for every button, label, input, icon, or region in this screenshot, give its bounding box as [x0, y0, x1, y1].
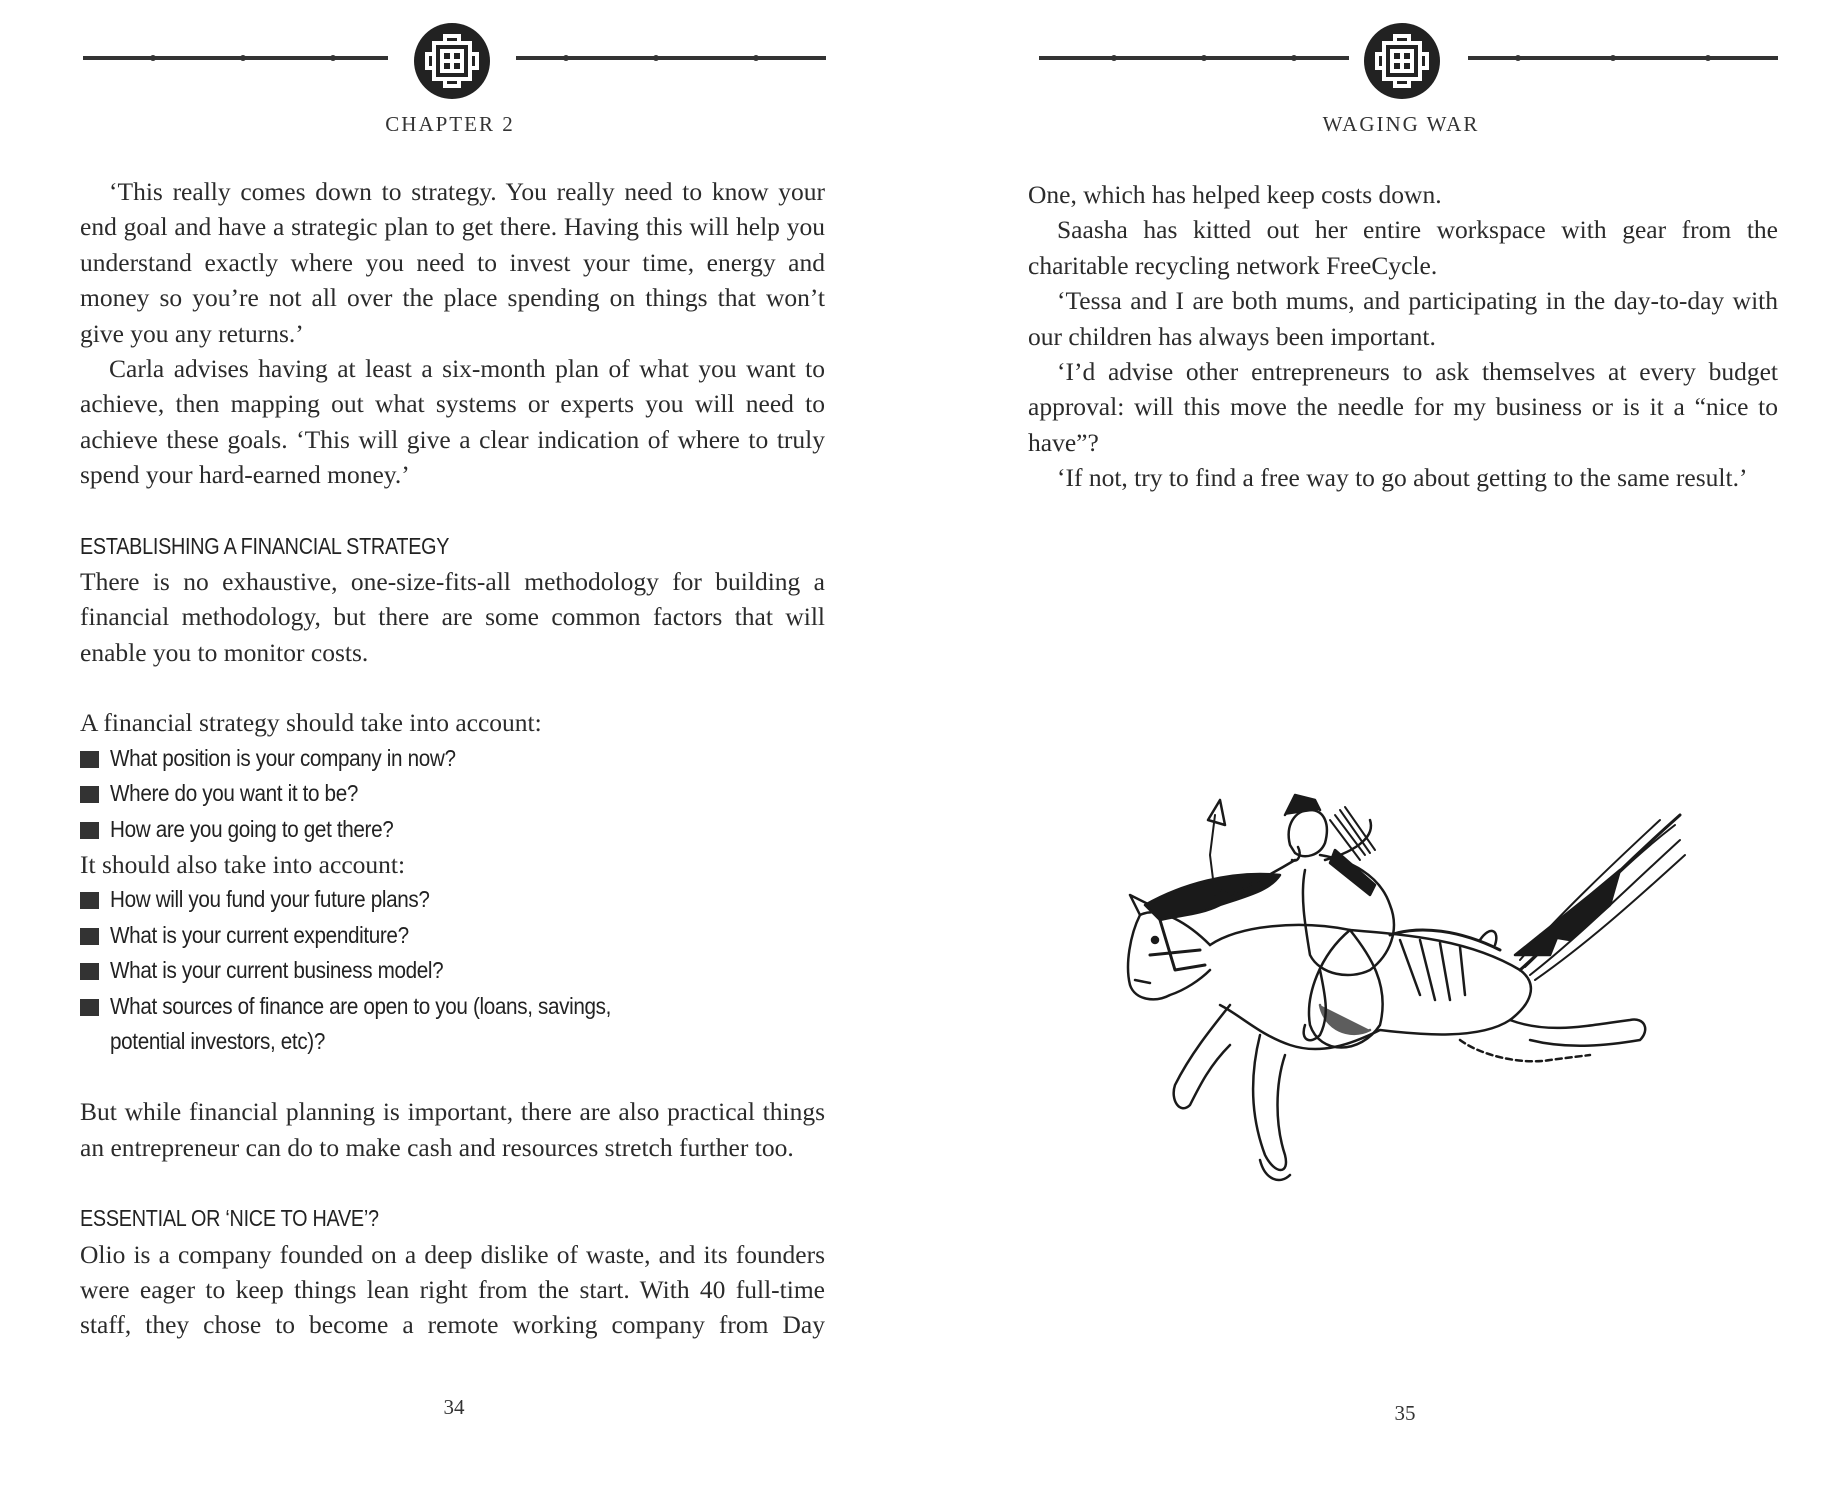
- header-rule-left: [83, 55, 388, 61]
- list-item: What position is your company in now?: [80, 741, 825, 776]
- right-body: [1028, 177, 1778, 496]
- section-heading: ESTABLISHING A FINANCIAL STRATEGY: [80, 532, 450, 559]
- paragraph: Olio is a company founded on a deep dislike of waste, and its founders were eager to keep things lean right from the start. With 40 full-time staff, they chose to become a remote working company from Day: [80, 1239, 825, 1340]
- right-page: [912, 0, 1823, 1500]
- paragraph: Carla advises having at least a six-month plan of what you want to achieve, then mapping out what systems or experts you will need to achieve these goals. ‘This will give a clear indication of where to truly spend your hard-earned money.’: [80, 354, 825, 490]
- page-number: 35: [1394, 1401, 1416, 1425]
- running-head: WAGING WAR: [1322, 112, 1480, 136]
- horseback-archer-illustration: [1120, 755, 1690, 1225]
- paragraph: ‘Tessa and I are both mums, and participating in the day-to-day with our children has always been important.: [1028, 286, 1778, 351]
- list-item: What sources of finance are open to you (loans, savings,: [80, 989, 825, 1024]
- bullet-square-icon: [80, 892, 99, 909]
- list-item-continuation: potential investors, etc)?: [110, 1027, 326, 1054]
- header-rule-left: [1039, 55, 1349, 61]
- page-number: 34: [443, 1395, 465, 1419]
- list-item: How will you fund your future plans?: [80, 882, 825, 917]
- list-intro: A financial strategy should take into account:: [80, 708, 542, 738]
- section-heading: ESSENTIAL OR ‘NICE TO HAVE’?: [80, 1205, 379, 1232]
- list-item: Where do you want it to be?: [80, 776, 825, 811]
- paragraph: But while financial planning is important, there are also practical things an entrepreneur can do to make cash and resources stretch further too.: [80, 1097, 825, 1162]
- bullet-list: [80, 741, 825, 847]
- bullet-square-icon: [80, 999, 99, 1016]
- chinese-emblem-icon: [413, 22, 491, 100]
- bullet-square-icon: [80, 928, 99, 945]
- paragraph: One, which has helped keep costs down.: [1028, 180, 1442, 209]
- header-rule-right: [516, 55, 826, 61]
- paragraph: Saasha has kitted out her entire workspace with gear from the charitable recycling network FreeCycle.: [1028, 215, 1778, 280]
- list-intro: It should also take into account:: [80, 849, 406, 879]
- bullet-square-icon: [80, 786, 99, 803]
- bullet-list: [80, 882, 825, 1059]
- paragraph: ‘If not, try to find a free way to go about getting to the same result.’: [1057, 463, 1748, 493]
- chinese-emblem-icon: [1363, 22, 1441, 100]
- list-item: What is your current expenditure?: [80, 918, 825, 953]
- header-rule-right: [1468, 55, 1778, 61]
- list-item: What is your current business model?: [80, 953, 825, 988]
- left-body: [80, 174, 825, 1343]
- paragraph: ‘I’d advise other entrepreneurs to ask themselves at every budget approval: will this move the needle for my business or is it a “nice to have”?: [1028, 357, 1778, 457]
- list-item: How are you going to get there?: [80, 812, 825, 847]
- paragraph: ‘This really comes down to strategy. You really need to know your end goal and have a strategic plan to get there. Having this will help you understand exactly where you need to invest your time, energy and money so you’re not all over the place spending on things that won’t give you any returns.’: [80, 177, 825, 348]
- bullet-square-icon: [80, 822, 99, 839]
- bullet-square-icon: [80, 963, 99, 980]
- running-head: CHAPTER 2: [385, 112, 515, 136]
- bullet-square-icon: [80, 751, 99, 768]
- paragraph: There is no exhaustive, one-size-fits-all methodology for building a financial methodology, but there are some common factors that will enable you to monitor costs.: [80, 567, 825, 667]
